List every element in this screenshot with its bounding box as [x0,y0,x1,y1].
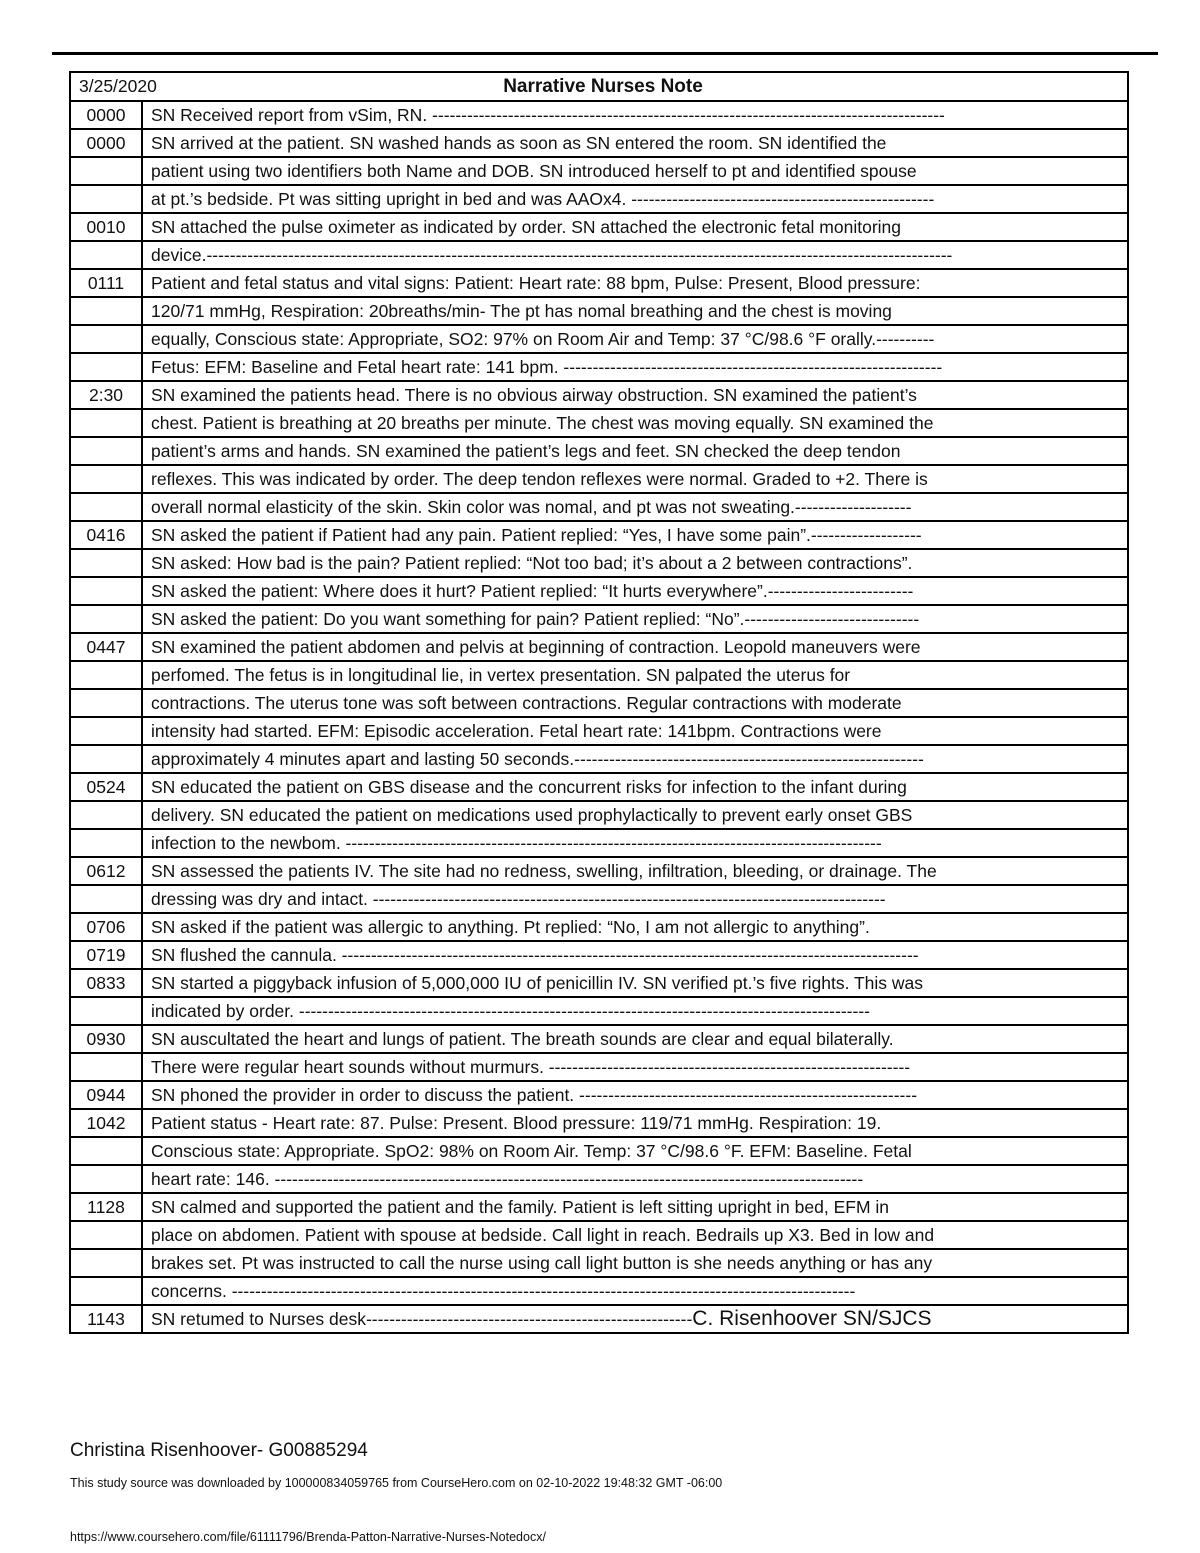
table-row [70,1081,1128,1109]
table-row [70,1277,1128,1305]
table-row [70,745,1128,773]
time-cell: 0416 [70,521,142,549]
table-row [70,129,1128,157]
time-cell [70,885,142,913]
note-text-cell: heart rate: 146. ----------------------------------------------------------------------------------------------------- [142,1165,1128,1193]
note-text-cell: There were regular heart sounds without murmurs. -------------------------------------------------------------- [142,1053,1128,1081]
time-cell [70,829,142,857]
table-row [70,605,1128,633]
time-cell [70,325,142,353]
note-text-cell: infection to the newbom. -------------------------------------------------------------------------------------------- [142,829,1128,857]
time-cell [70,1249,142,1277]
table-row [70,1193,1128,1221]
table-row [70,549,1128,577]
note-text-cell [142,1305,1128,1333]
note-text-cell: patient using two identifiers both Name and DOB. SN introduced herself to pt and identified spouse [142,157,1128,185]
time-cell: 1143 [70,1305,142,1333]
note-text-cell: 120/71 mmHg, Respiration: 20breaths/min- The pt has nomal breathing and the chest is moving [142,297,1128,325]
note-date: 3/25/2020 [79,76,157,96]
table-row [70,297,1128,325]
time-cell [70,689,142,717]
note-text-cell: SN examined the patient abdomen and pelvis at beginning of contraction. Leopold maneuvers were [142,633,1128,661]
note-text-cell: SN Received report from vSim, RN. ---------------------------------------------------------------------------------------- [142,101,1128,129]
note-text-cell: SN phoned the provider in order to discuss the patient. ---------------------------------------------------------- [142,1081,1128,1109]
table-row [70,829,1128,857]
table-row [70,437,1128,465]
note-text-cell: SN attached the pulse oximeter as indicated by order. SN attached the electronic fetal monitoring [142,213,1128,241]
table-row [70,1053,1128,1081]
time-cell: 0524 [70,773,142,801]
note-text-cell: Conscious state: Appropriate. SpO2: 98% on Room Air. Temp: 37 °C/98.6 °F. EFM: Baseline. Fetal [142,1137,1128,1165]
time-cell [70,1053,142,1081]
table-row [70,269,1128,297]
note-text-cell: place on abdomen. Patient with spouse at bedside. Call light in reach. Bedrails up X3. Bed in low and [142,1221,1128,1249]
time-cell [70,661,142,689]
table-row [70,857,1128,885]
note-text-cell: SN auscultated the heart and lungs of patient. The breath sounds are clear and equal bilaterally. [142,1025,1128,1053]
time-cell [70,997,142,1025]
time-cell: 0000 [70,101,142,129]
note-text-cell: SN calmed and supported the patient and the family. Patient is left sitting upright in bed, EFM in [142,1193,1128,1221]
table-row [70,213,1128,241]
time-cell: 2:30 [70,381,142,409]
time-cell [70,801,142,829]
note-text-cell: SN asked the patient if Patient had any pain. Patient replied: “Yes, I have some pain”.------------------- [142,521,1128,549]
note-text-cell: perfomed. The fetus is in longitudinal lie, in vertex presentation. SN palpated the uterus for [142,661,1128,689]
time-cell [70,409,142,437]
note-text-cell: reflexes. This was indicated by order. The deep tendon reflexes were normal. Graded to +2. There is [142,465,1128,493]
table-row [70,521,1128,549]
table-row [70,773,1128,801]
table-row [70,717,1128,745]
table-row [70,969,1128,997]
table-row [70,633,1128,661]
table-row [70,353,1128,381]
time-cell: 0930 [70,1025,142,1053]
table-row [70,185,1128,213]
table-row [70,885,1128,913]
source-notice: This study source was downloaded by 100000834059765 from CourseHero.com on 02-10-2022 19:48:32 GMT -06:00 [70,1476,723,1490]
table-row [70,493,1128,521]
time-cell [70,577,142,605]
note-text-cell: overall normal elasticity of the skin. Skin color was nomal, and pt was not sweating.-------------------- [142,493,1128,521]
time-cell [70,745,142,773]
table-row [70,1109,1128,1137]
note-title: Narrative Nurses Note [503,76,703,97]
time-cell [70,297,142,325]
time-cell [70,241,142,269]
note-text-cell: intensity had started. EFM: Episodic acceleration. Fetal heart rate: 141bpm. Contractions were [142,717,1128,745]
table-row [70,1137,1128,1165]
note-text-cell: concerns. ----------------------------------------------------------------------------------------------------------- [142,1277,1128,1305]
time-cell [70,437,142,465]
note-text-cell: approximately 4 minutes apart and lasting 50 seconds.------------------------------------------------------------ [142,745,1128,773]
time-cell [70,1277,142,1305]
time-cell [70,353,142,381]
signature: C. Risenhoover SN/SJCS [692,1307,932,1330]
table-row [70,1165,1128,1193]
table-row [70,801,1128,829]
note-text-cell: Patient status - Heart rate: 87. Pulse: Present. Blood pressure: 119/71 mmHg. Respiration: 19. [142,1109,1128,1137]
author-line: Christina Risenhoover- G00885294 [70,1440,368,1461]
note-text-cell: SN educated the patient on GBS disease and the concurrent risks for infection to the infant during [142,773,1128,801]
narrative-note-table [69,71,1129,1334]
table-header-row [70,72,1128,101]
time-cell [70,185,142,213]
time-cell [70,1137,142,1165]
note-text-cell: brakes set. Pt was instructed to call the nurse using call light button is she needs anything or has any [142,1249,1128,1277]
table-row [70,577,1128,605]
table-row [70,241,1128,269]
table-row [70,101,1128,129]
note-text-cell: Fetus: EFM: Baseline and Fetal heart rate: 141 bpm. ----------------------------------------------------------------- [142,353,1128,381]
time-cell: 0706 [70,913,142,941]
note-text-cell: SN asked if the patient was allergic to anything. Pt replied: “No, I am not allergic to anything”. [142,913,1128,941]
table-row [70,409,1128,437]
note-text-cell: SN asked the patient: Do you want something for pain? Patient replied: “No”.------------------------------ [142,605,1128,633]
table-row [70,689,1128,717]
time-cell [70,549,142,577]
time-cell: 0833 [70,969,142,997]
time-cell [70,493,142,521]
note-text-cell: SN assessed the patients IV. The site had no redness, swelling, infiltration, bleeding, or drainage. The [142,857,1128,885]
table-row-final [70,1305,1128,1333]
time-cell [70,157,142,185]
note-text-cell: indicated by order. -------------------------------------------------------------------------------------------------- [142,997,1128,1025]
note-text-cell: contractions. The uterus tone was soft between contractions. Regular contractions with moderate [142,689,1128,717]
note-text-cell: equally, Conscious state: Appropriate, SO2: 97% on Room Air and Temp: 37 °C/98.6 °F orally.---------- [142,325,1128,353]
top-rule [52,52,1158,55]
note-text-cell: SN started a piggyback infusion of 5,000,000 IU of penicillin IV. SN verified pt.’s five rights. This was [142,969,1128,997]
time-cell: 0000 [70,129,142,157]
final-entry-text: SN retumed to Nurses desk-------------------------------------------------------- [151,1309,693,1329]
note-text-cell: chest. Patient is breathing at 20 breaths per minute. The chest was moving equally. SN examined the [142,409,1128,437]
table-row [70,325,1128,353]
note-text-cell: SN asked the patient: Where does it hurt? Patient replied: “It hurts everywhere”.------------------------- [142,577,1128,605]
time-cell [70,605,142,633]
note-text-cell: dressing was dry and intact. ---------------------------------------------------------------------------------------- [142,885,1128,913]
table-row [70,1221,1128,1249]
table-row [70,381,1128,409]
note-text-cell: SN asked: How bad is the pain? Patient replied: “Not too bad; it’s about a 2 between contractions”. [142,549,1128,577]
time-cell: 1042 [70,1109,142,1137]
source-url: https://www.coursehero.com/file/61111796/Brenda-Patton-Narrative-Nurses-Notedocx/ [70,1530,546,1544]
note-text-cell: SN flushed the cannula. --------------------------------------------------------------------------------------------------- [142,941,1128,969]
time-cell: 1128 [70,1193,142,1221]
time-cell: 0111 [70,269,142,297]
time-cell: 0447 [70,633,142,661]
time-cell: 0719 [70,941,142,969]
time-cell: 0010 [70,213,142,241]
note-text-cell: device.-------------------------------------------------------------------------------------------------------------------------------- [142,241,1128,269]
time-cell [70,1221,142,1249]
time-cell [70,717,142,745]
note-text-cell: Patient and fetal status and vital signs: Patient: Heart rate: 88 bpm, Pulse: Present, Blood pressure: [142,269,1128,297]
time-cell: 0612 [70,857,142,885]
table-row [70,157,1128,185]
note-text-cell: SN examined the patients head. There is no obvious airway obstruction. SN examined the patient’s [142,381,1128,409]
note-text-cell: at pt.’s bedside. Pt was sitting upright in bed and was AAOx4. ---------------------------------------------------- [142,185,1128,213]
time-cell [70,465,142,493]
table-row [70,913,1128,941]
table-row [70,941,1128,969]
table-row [70,1025,1128,1053]
note-text-cell: patient’s arms and hands. SN examined the patient’s legs and feet. SN checked the deep tendon [142,437,1128,465]
table-row [70,465,1128,493]
time-cell [70,1165,142,1193]
time-cell: 0944 [70,1081,142,1109]
table-row [70,1249,1128,1277]
table-row [70,661,1128,689]
note-text-cell: delivery. SN educated the patient on medications used prophylactically to prevent early onset GBS [142,801,1128,829]
note-text-cell: SN arrived at the patient. SN washed hands as soon as SN entered the room. SN identified the [142,129,1128,157]
table-row [70,997,1128,1025]
